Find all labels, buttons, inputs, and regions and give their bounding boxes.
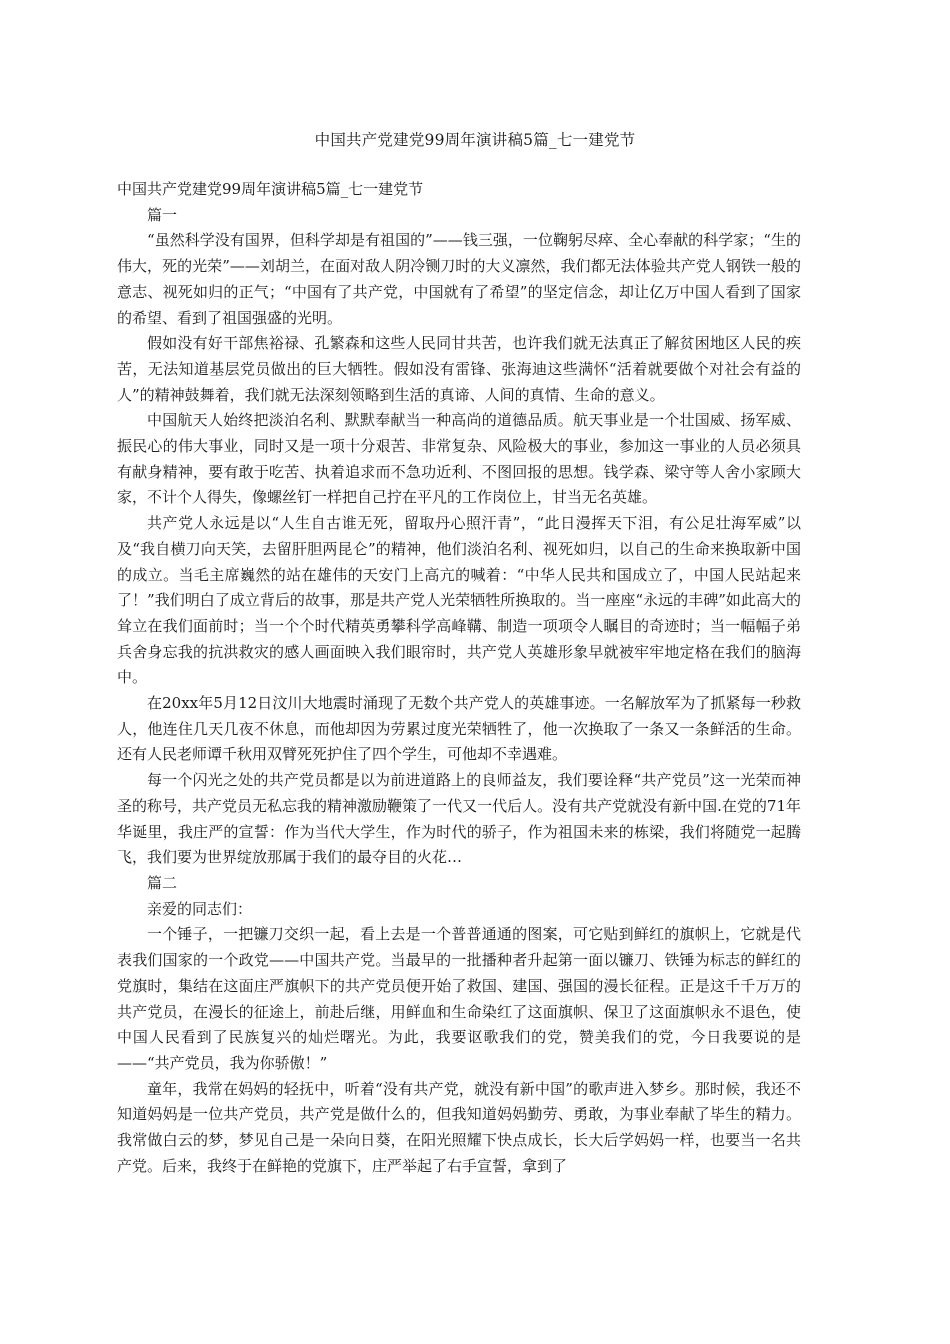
paragraph: 共产党人永远是以“人生自古谁无死，留取丹心照汗青”，“此日漫挥天下泪，有公足壮海军威”以及“我自横刀向天笑，去留肝胆两昆仑”的精神，他们淡泊名利、视死如归，以自己的生命来换取新中国的成立。当毛主席巍然的站在雄伟的天安门上高亢的喊着：“中华人民共和国成立了，中国人民站起来了！”我们明白了成立背后的故事，那是共产党人光荣牺牲所换取的。当一座座“永远的丰碑”如此高大的耸立在我们面前时；当一个个时代精英勇攀科学高峰鞲、制造一项项令人瞩目的奇迹时；当一幅幅子弟兵舍身忘我的抗洪救灾的感人画面映入我们眼帘时，共产党人英雄形象早就被牢牢地定格在我们的脑海中。 <box>117 514 801 687</box>
paragraph: 一个锤子，一把镰刀交织一起，看上去是一个普普通通的图案，可它贴到鲜红的旗帜上，它就是代表我们国家的一个政党——中国共产党。当最早的一批播种者升起第一面以镰刀、铁锤为标志的鲜红的党旗时，集结在这面庄严旗帜下的共产党员便开始了救国、建国、强国的漫长征程。正是这千千万万的共产党员，在漫长的征途上，前赴后继，用鲜血和生命染红了这面旗帜、保卫了这面旗帜永不退色，使中国人民看到了民族复兴的灿烂曙光。为此，我要讴歌我们的党，赞美我们的党，今日我要说的是——“共产党员，我为你骄傲！” <box>117 925 801 1072</box>
salutation: 亲爱的同志们： <box>147 899 253 918</box>
paragraph: 在20xx年5月12日汶川大地震时涌现了无数个共产党人的英雄事迹。一名解放军为了抓紧每一秒救人，他连住几天几夜不休息，而他却因为劳累过度光荣牺牲了，他一次换取了一条又一条鲜活的生命。还有人民老师谭千秋用双臂死死护住了四个学生，可他却不幸遇难。 <box>117 694 801 764</box>
document-subtitle: 中国共产党建党99周年演讲稿5篇_七一建党节 <box>117 180 424 198</box>
paragraph: 每一个闪光之处的共产党员都是以为前进道路上的良师益友，我们要诠释“共产党员”这一光荣而神圣的称号，共产党员无私忘我的精神激励鞭策了一代又一代后人。没有共产党就没有新中国.在党的71年华诞里，我庄严的宣誓：作为当代大学生，作为时代的骄子，作为祖国未来的栋梁，我们将随党一起腾飞，我们要为世界绽放那属于我们的最夺目的火花… <box>117 771 801 867</box>
paragraph: “虽然科学没有国界，但科学却是有祖国的”——钱三强，一位鞠躬尽瘁、全心奉献的科学家；“生的伟大，死的光荣”——刘胡兰，在面对敌人阴冷铡刀时的大义凛然，我们都无法体验共产党人钢铁一般的意志、视死如归的正气；“中国有了共产党，中国就有了希望”的坚定信念，却让亿万中国人看到了国家的希望、看到了祖国强盛的光明。 <box>117 231 801 327</box>
paragraph: 中国航天人始终把淡泊名利、默默奉献当一种高尚的道德品质。航天事业是一个壮国威、扬军威、振民心的伟大事业，同时又是一项十分艰苦、非常复杂、风险极大的事业，参加这一事业的人员必须具有献身精神，要有敢于吃苦、执着追求而不急功近利、不图回报的思想。钱学森、梁守等人舍小家顾大家，不计个人得失，像螺丝钉一样把自己拧在平凡的工作岗位上，甘当无名英雄。 <box>117 411 801 507</box>
document-body <box>117 177 801 1179</box>
section-heading-2: 篇二 <box>147 873 178 892</box>
section-heading-1: 篇一 <box>147 205 178 224</box>
paragraph: 假如没有好干部焦裕禄、孔繁森和这些人民同甘共苦，也许我们就无法真正了解贫困地区人民的疾苦，无法知道基层党员做出的巨大牺牲。假如没有雷锋、张海迪这些满怀“活着就要做个对社会有益的人”的精神鼓舞着，我们就无法深刻领略到生活的真谛、人间的真情、生命的意义。 <box>117 334 801 404</box>
paragraph: 童年，我常在妈妈的轻抚中，听着“没有共产党，就没有新中国”的歌声进入梦乡。那时候，我还不知道妈妈是一位共产党员，共产党是做什么的，但我知道妈妈勤劳、勇敢，为事业奉献了毕生的精力。我常做白云的梦，梦见自己是一朵向日葵，在阳光照耀下快点成长，长大后学妈妈一样，也要当一名共产党。后来，我终于在鲜艳的党旗下，庄严举起了右手宣誓，拿到了 <box>117 1079 801 1175</box>
document-title: 中国共产党建党99周年演讲稿5篇_七一建党节 <box>314 131 636 149</box>
